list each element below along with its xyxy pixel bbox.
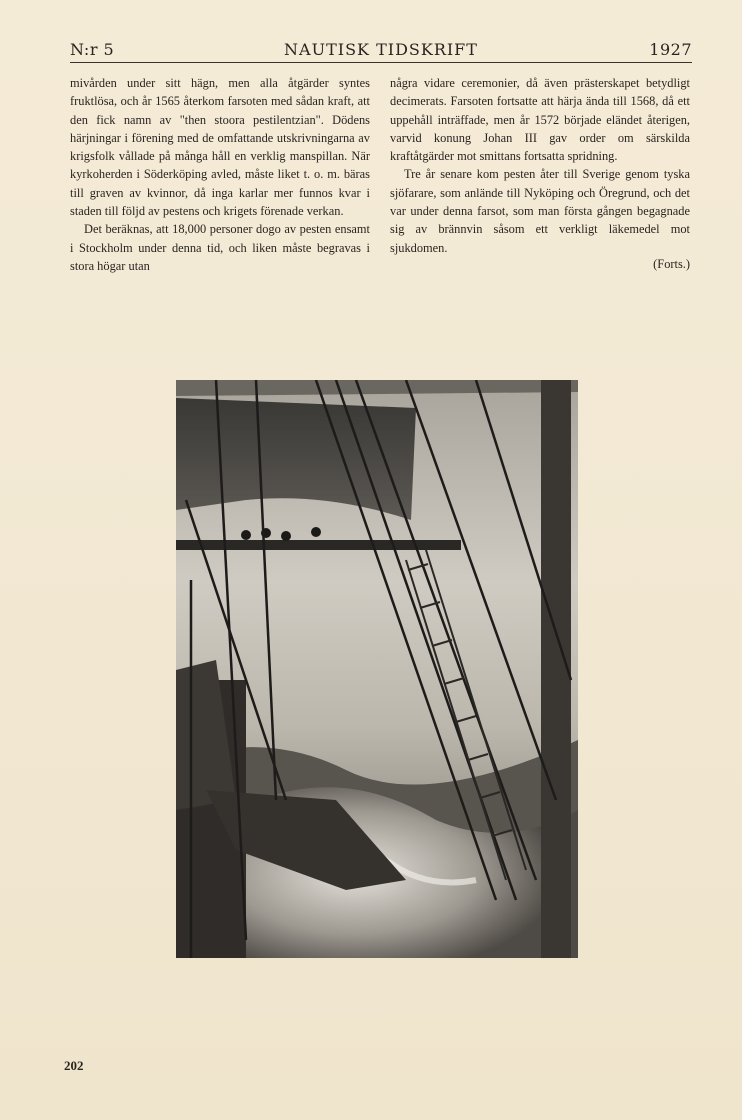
text-column-left — [70, 74, 370, 275]
ship-rigging-photo — [176, 380, 578, 958]
journal-title: NAUTISK TIDSKRIFT — [284, 40, 478, 59]
issue-number: N:r 5 — [70, 40, 115, 59]
paragraph: Tre år senare kom pesten åter till Sverige genom tyska sjöfarare, som anlände till Nyköping och Öregrund, och det var under denna farsot, som man första gången begagnade sig av brännvin såsom ett verkligt läkemedel mot sjukdomen. — [390, 167, 690, 255]
text-column-right — [390, 74, 690, 273]
paragraph: några vidare ceremonier, då även prästerskapet betydligt decimerats. Farsoten fortsatte att härja ända till 1568, då ett uppehåll inträffade, men år 1572 började eländet återigen, varvid konung Johan III gav order om särskilda kraftåtgärder mot smittans fortsatta spridning. — [390, 76, 690, 164]
paragraph: mivården under sitt hägn, men alla åtgärder syntes fruktlösa, och år 1565 återkom farsoten med sådan kraft, att den fick namn av "then stoora pestilentzian". Dödens härjningar i förening med de omfattande utskrivningarna av krigsfolk vållade på många håll en verklig manspillan. När kyrkoherden i Söderköping avled, måste liket t. o. m. bäras till graven av kvinnor, då inga karlar mer funnos kvar i staden till följd av pestens och krigets förenade verkan. — [70, 76, 370, 219]
running-header — [70, 40, 692, 63]
year: 1927 — [649, 40, 692, 59]
page-number: 202 — [64, 1058, 84, 1073]
paragraph: Det beräknas, att 18,000 personer dogo av pesten ensamt i Stockholm under denna tid, och liken måste begravas i stora högar utan — [70, 222, 370, 273]
continued-note: (Forts.) — [653, 256, 690, 271]
